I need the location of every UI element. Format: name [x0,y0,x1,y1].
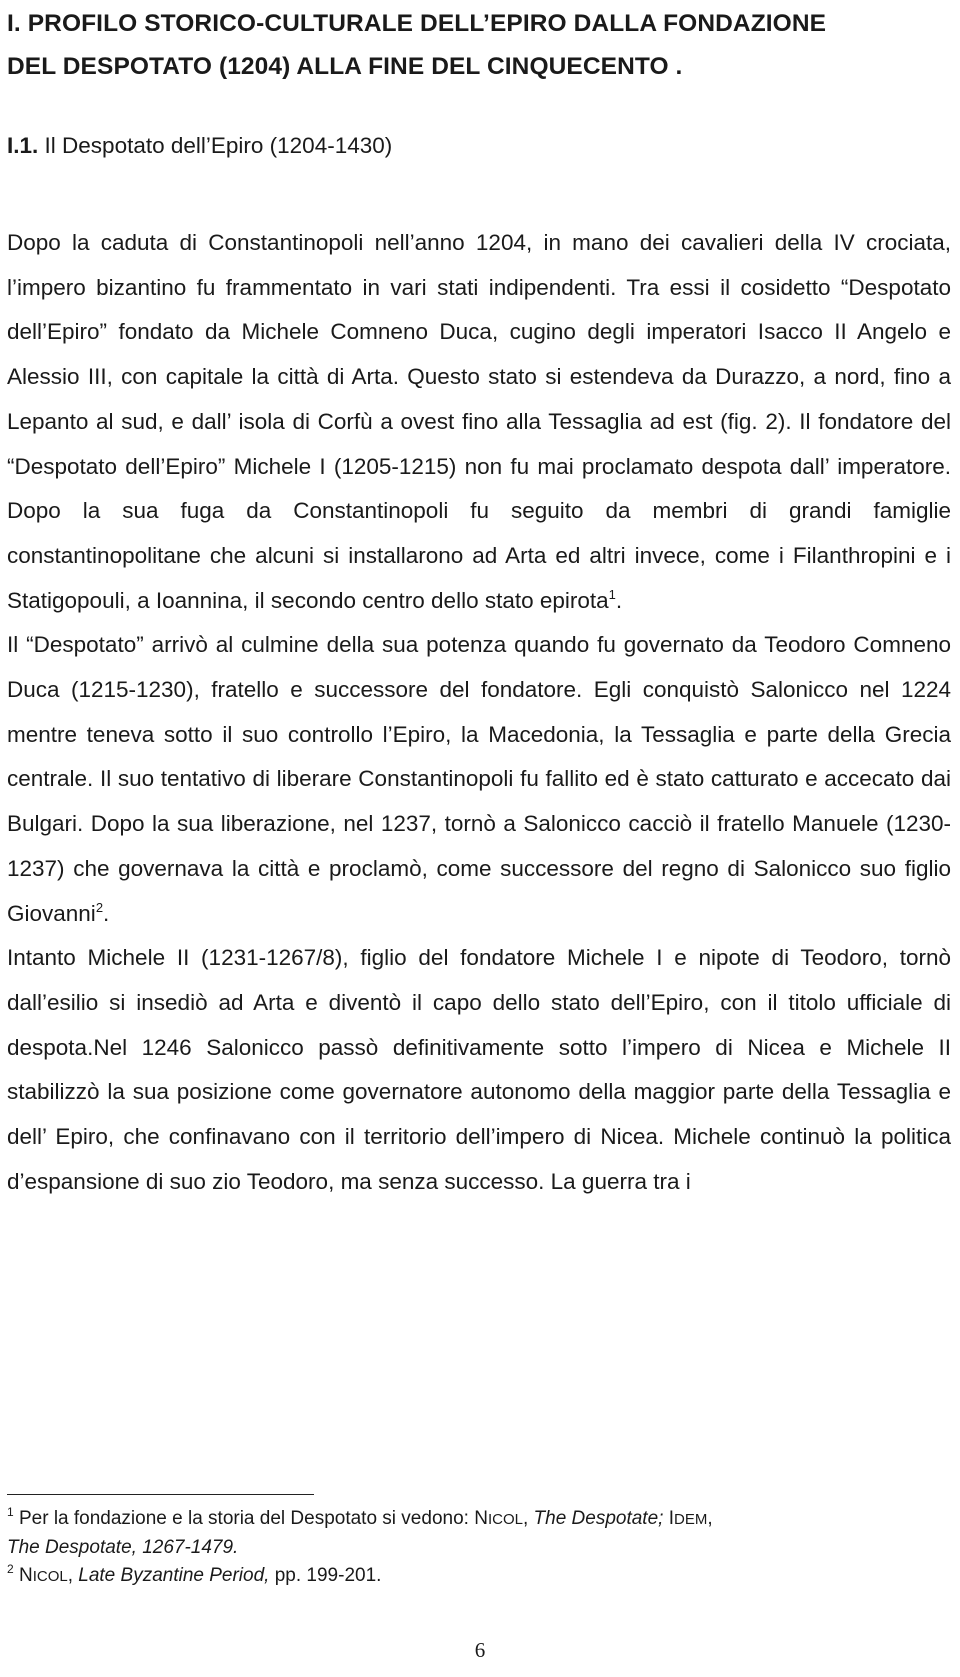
footnote-1-title1: The Despotate; [533,1508,664,1529]
section-heading [7,131,392,161]
footnote-1-mark: 1 [7,1505,14,1519]
footnote-2-sep: , [67,1565,79,1586]
chapter-heading-line1: I. PROFILO STORICO-CULTURALE DELL’EPIRO DALLA FONDAZIONE [7,10,827,37]
footnote-1-sep: , [522,1508,534,1529]
footnote-2 [7,1562,951,1591]
footnote-1-sep2: , [707,1508,713,1529]
paragraph-2 [7,623,951,936]
footnote-1-idem-rest: DEM [674,1511,708,1528]
footnote-separator [7,1494,314,1495]
chapter-heading-line2: DEL DESPOTATO (1204) ALLA FINE DEL CINQUECENTO . [7,53,683,80]
footnote-2-title: Late Byzantine Period, [78,1565,270,1586]
footnote-1 [7,1505,951,1562]
paragraph-1-text: Dopo la caduta di Constantinopoli nell’anno 1204, in mano dei cavalieri della IV crociata, l’impero bizantino fu frammentato in vari stati indipendenti. Tra essi il cosidetto “Despotato dell’Epiro” fondato da Michele Comneno Duca, cugino degli imperatori Isacco II Angelo e Alessio III, con capitale la città di Arta. Questo stato si estendeva da Durazzo, a nord, fino a Lepanto al sud, e dall’ isola di Corfù a ovest fino alla Tessaglia ad est (fig. 2). Il fondatore del “Despotato dell’Epiro” Michele I (1205-1215) non fu mai proclamato despota dall’ imperatore. Dopo la sua fuga da Constantinopoli fu seguito da membri di grandi famiglie constantinopolitane che alcuni si installarono ad Arta ed altri invece, come i Filanthropini e i Statigopouli, a Ioannina, il secondo centro dello stato epirota [7,230,951,613]
paragraph-1 [7,221,951,623]
paragraph-1-end: . [615,587,623,613]
paragraph-2-end: . [103,900,110,926]
section-title: Il Despotato dell’Epiro (1204-1430) [44,133,393,158]
footnote-1-text: Per la fondazione e la storia del Despotato si vedono: [18,1508,475,1529]
page-number: 6 [474,1638,486,1662]
chapter-heading [7,2,953,88]
footnote-2-pages: pp. 199-201. [269,1565,382,1586]
paragraph-3 [7,936,951,1204]
body-text [7,221,951,1204]
footnote-1-author-initial: N [474,1508,488,1529]
footnote-2-mark: 2 [7,1562,14,1576]
footnotes [7,1505,951,1591]
footnote-2-author-initial: N [13,1565,33,1586]
footnote-1-author-rest: ICOL [487,1511,523,1528]
footnote-2-author-rest: ICOL [32,1568,68,1585]
footnote-ref-2: 2 [95,899,104,915]
footnote-1-title2: The Despotate, 1267-1479. [7,1537,239,1558]
paragraph-3-text: Intanto Michele II (1231-1267/8), figlio del fondatore Michele I e nipote di Teodoro, tornò dall’esilio si insediò ad Arta e diventò il capo dello stato dell’Epiro, con il titolo ufficiale di despota.Nel 1246 Salonicco passò definitivamente sotto l’impero di Nicea e Michele II stabilizzò la sua posizione come governatore autonomo della maggior parte della Tessaglia e dell’ Epiro, che confinavano con il territorio dell’impero di Nicea. Michele continuò la politica d’espansione di suo zio Teodoro, ma senza successo. La guerra tra i [7,945,951,1194]
footnote-ref-1: 1 [608,586,616,602]
section-number: I.1. [7,133,39,158]
footnote-1-idem-initial: I [663,1508,674,1529]
paragraph-2-text: Il “Despotato” arrivò al culmine della sua potenza quando fu governato da Teodoro Comneno Duca (1215-1230), fratello e successore del fondatore. Egli conquistò Salonicco nel 1224 mentre teneva sotto il suo controllo l’Epiro, la Macedonia, la Tessaglia e parte della Grecia centrale. Il suo tentativo di liberare Constantinopoli fu fallito ed è stato catturato e accecato dai Bulgari. Dopo la sua liberazione, nel 1237, tornò a Salonicco cacciò il fratello Manuele (1230-1237) che governava la città e proclamò, come successore del regno di Salonicco suo figlio Giovanni [7,632,951,926]
